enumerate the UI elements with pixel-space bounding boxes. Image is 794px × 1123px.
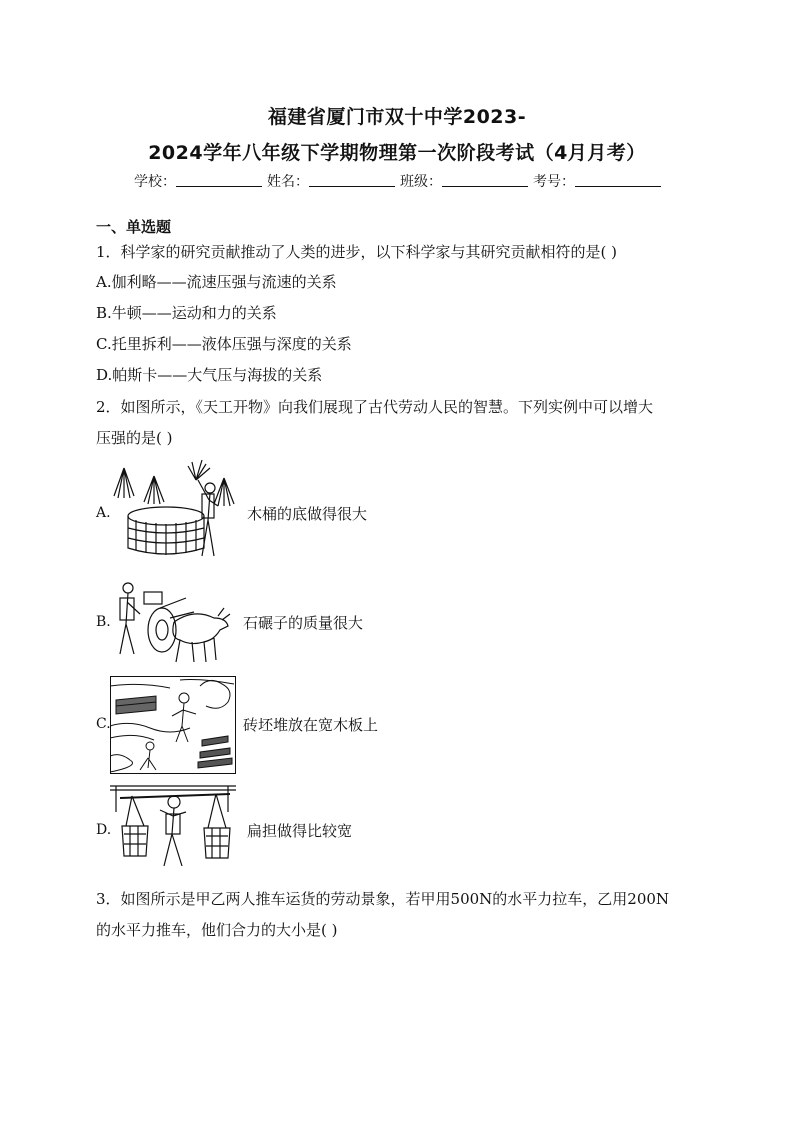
q2-option-c-text[interactable]: 砖坯堆放在宽木板上 bbox=[243, 716, 379, 734]
wooden-bucket-illustration bbox=[110, 458, 242, 560]
q1-option-d[interactable]: D.帕斯卡——大气压与海拔的关系 bbox=[96, 366, 323, 384]
q2-option-c-label[interactable]: C. bbox=[96, 716, 111, 732]
name-blank[interactable] bbox=[309, 171, 395, 187]
page-title-line2: 2024学年八年级下学期物理第一次阶段考试（4月月考） bbox=[148, 142, 646, 164]
q2-option-a-text[interactable]: 木桶的底做得很大 bbox=[247, 505, 368, 523]
school-label: 学校： bbox=[134, 174, 176, 190]
q2-option-d-label[interactable]: D. bbox=[96, 822, 112, 838]
q1-option-c[interactable]: C.托里拆利——液体压强与深度的关系 bbox=[96, 335, 352, 353]
q3-stem-line2: 的水平力推车，他们合力的大小是( ) bbox=[96, 921, 338, 939]
q1-option-a[interactable]: A.伽利略——流速压强与流速的关系 bbox=[96, 273, 337, 291]
q2-option-b-text[interactable]: 石碾子的质量很大 bbox=[243, 614, 364, 632]
carrying-pole-illustration bbox=[110, 782, 238, 874]
brick-stacking-illustration bbox=[110, 676, 236, 774]
student-info-row bbox=[0, 171, 794, 191]
class-blank[interactable] bbox=[442, 171, 528, 187]
page-title-line1: 福建省厦门市双十中学2023- bbox=[267, 106, 527, 128]
class-label: 班级： bbox=[400, 174, 442, 190]
stone-roller-illustration bbox=[110, 578, 234, 668]
q2-option-a-label[interactable]: A. bbox=[96, 505, 111, 521]
q2-stem-line1: 2．如图所示，《天工开物》向我们展现了古代劳动人民的智慧。下列实例中可以增大 bbox=[96, 398, 654, 416]
q1-option-b[interactable]: B.牛顿——运动和力的关系 bbox=[96, 304, 277, 322]
q3-stem-line1: 3．如图所示是甲乙两人推车运货的劳动景象，若甲用500N的水平力拉车，乙用200N bbox=[96, 890, 670, 908]
q2-option-b-label[interactable]: B. bbox=[96, 614, 111, 630]
q1-stem: 1．科学家的研究贡献推动了人类的进步，以下科学家与其研究贡献相符的是( ) bbox=[96, 243, 618, 261]
exam-number-label: 考号： bbox=[533, 174, 575, 190]
school-blank[interactable] bbox=[176, 171, 262, 187]
q2-stem-line2: 压强的是( ) bbox=[96, 429, 173, 447]
q2-option-d-text[interactable]: 扁担做得比较宽 bbox=[247, 822, 353, 840]
exam-number-blank[interactable] bbox=[575, 171, 661, 187]
name-label: 姓名： bbox=[267, 174, 309, 190]
section-title: 一、单选题 bbox=[96, 218, 172, 236]
